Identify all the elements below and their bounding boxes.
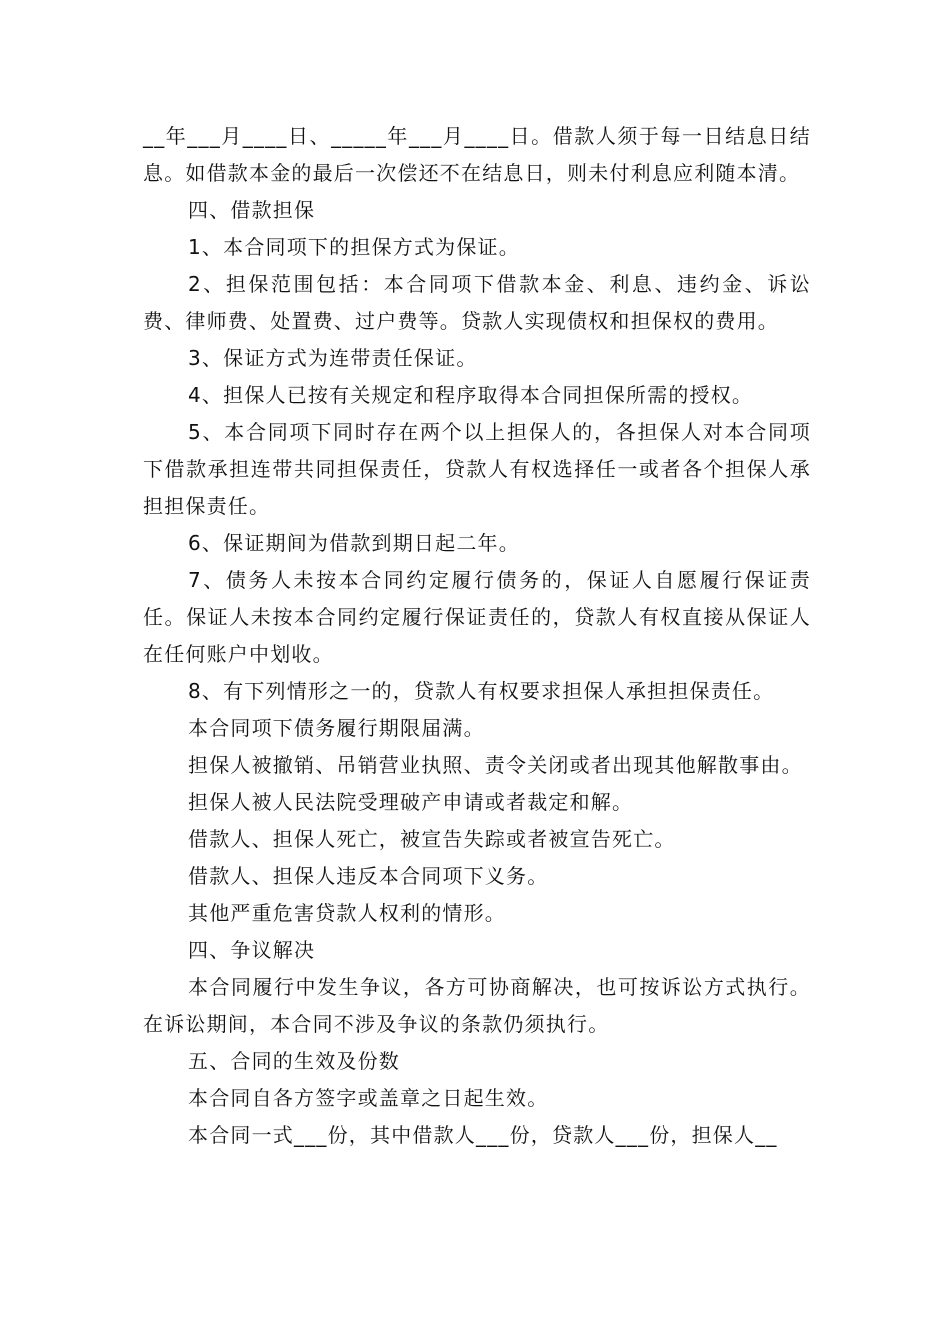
condition-item: 本合同项下债务履行期限届满。: [188, 716, 485, 740]
clause-3: 3、保证方式为连带责任保证。: [188, 346, 478, 370]
section-heading-guarantee: 四、借款担保: [188, 198, 316, 222]
condition-item: 其他严重危害贷款人权利的情形。: [188, 901, 506, 925]
condition-item: 担保人被人民法院受理破产申请或者裁定和解。: [188, 790, 634, 814]
clause-6: 6、保证期间为借款到期日起二年。: [188, 531, 520, 555]
condition-item: 借款人、担保人死亡，被宣告失踪或者被宣告死亡。: [188, 827, 676, 851]
section-heading-dispute: 四、争议解决: [188, 938, 316, 962]
condition-item: 借款人、担保人违反本合同项下义务。: [188, 864, 549, 888]
clause-2: 2、担保范围包括：本合同项下借款本金、利息、违约金、诉讼费、律师费、处置费、过户费等。贷款人实现债权和担保权的费用。: [143, 272, 811, 333]
section-heading-effect: 五、合同的生效及份数: [188, 1049, 400, 1073]
dispute-clause: 本合同履行中发生争议，各方可协商解决，也可按诉讼方式执行。在诉讼期间，本合同不涉及争议的条款仍须执行。: [143, 975, 811, 1036]
clause-4: 4、担保人已按有关规定和程序取得本合同担保所需的授权。: [188, 383, 754, 407]
document-body: [143, 118, 811, 1154]
copies-clause: 本合同一式___份，其中借款人___份，贷款人___份，担保人__: [188, 1123, 778, 1147]
clause-8: 8、有下列情形之一的，贷款人有权要求担保人承担担保责任。: [188, 679, 775, 703]
paragraph-interest-dates: __年___月____日、_____年___月____日。借款人须于每一日结息日结息。如借款本金的最后一次偿还不在结息日，则未付利息应利随本清。: [143, 124, 811, 185]
clause-5: 5、本合同项下同时存在两个以上担保人的，各担保人对本合同项下借款承担连带共同担保责任，贷款人有权选择任一或者各个担保人承担担保责任。: [143, 420, 811, 518]
condition-item: 担保人被撤销、吊销营业执照、责令关闭或者出现其他解散事由。: [188, 753, 803, 777]
effect-clause: 本合同自各方签字或盖章之日起生效。: [188, 1086, 549, 1110]
clause-7: 7、债务人未按本合同约定履行债务的，保证人自愿履行保证责任。保证人未按本合同约定履行保证责任的，贷款人有权直接从保证人在任何账户中划收。: [143, 568, 811, 666]
clause-1: 1、本合同项下的担保方式为保证。: [188, 235, 520, 259]
